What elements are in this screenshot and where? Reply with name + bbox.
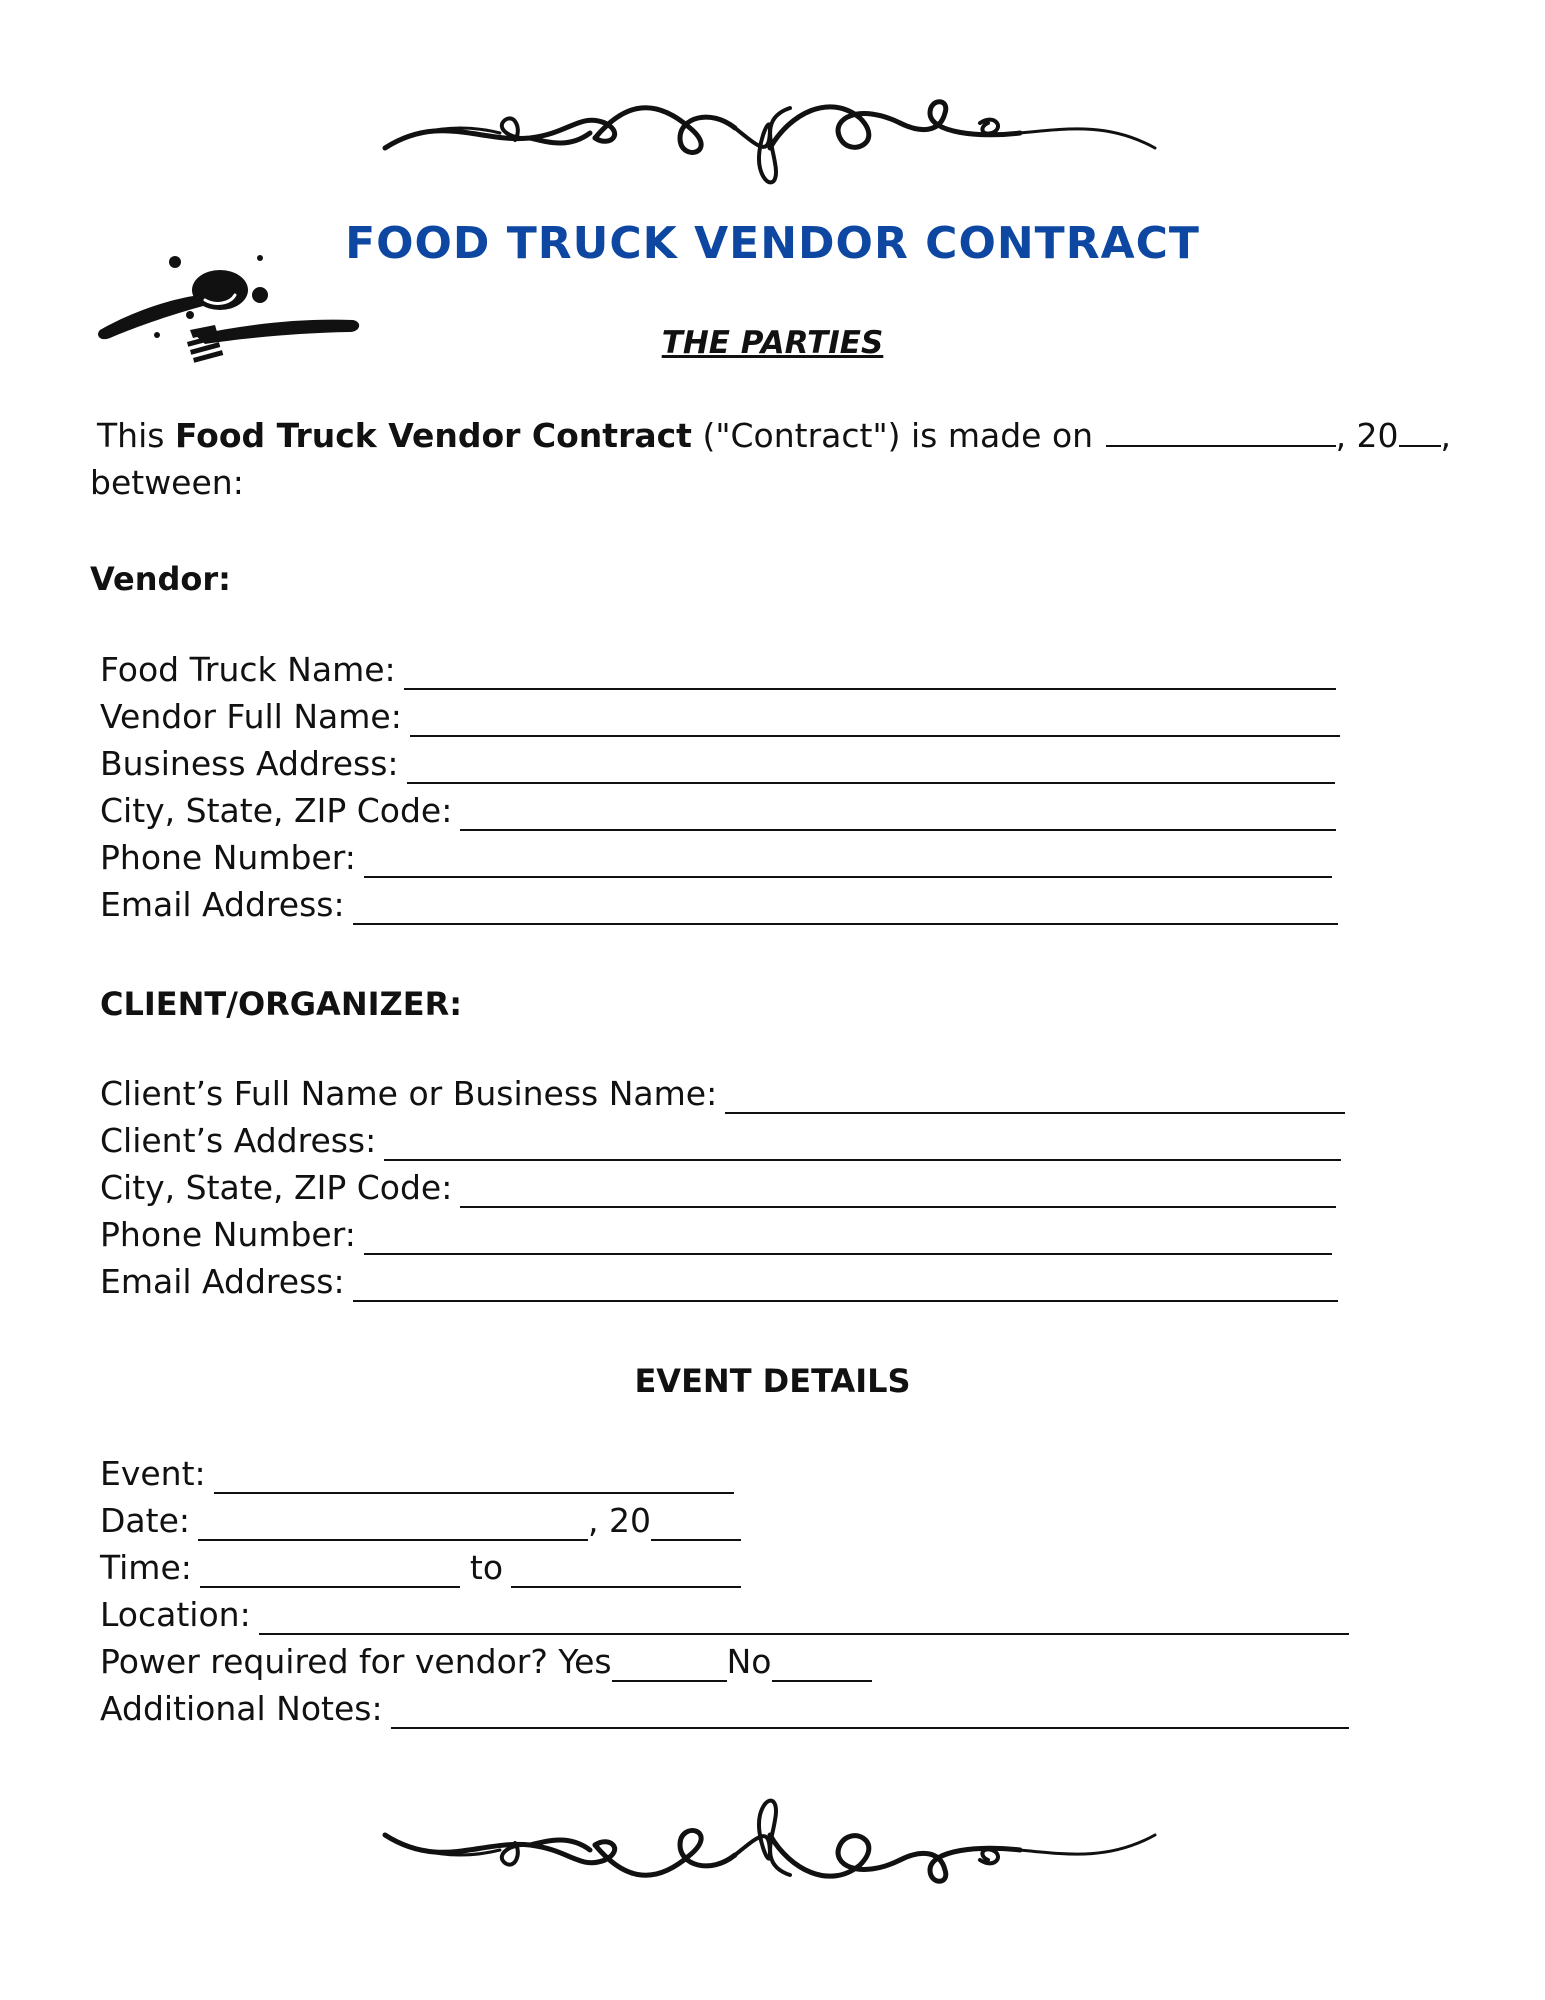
contract-year-blank[interactable] (1399, 413, 1441, 447)
event-name-blank[interactable] (214, 1460, 734, 1494)
contract-date-blank[interactable] (1106, 413, 1336, 447)
field-label: Additional Notes: (100, 1689, 383, 1728)
field-label: Phone Number: (100, 1215, 356, 1254)
field-label: Event: (100, 1454, 206, 1493)
event-name-field (100, 1454, 734, 1494)
client-city-state-zip-blank[interactable] (460, 1174, 1336, 1208)
intro-year-suffix: , (1440, 416, 1452, 455)
event-location-blank[interactable] (259, 1601, 1349, 1635)
event-year-blank[interactable] (651, 1507, 741, 1541)
client-phone-blank[interactable] (364, 1221, 1332, 1255)
intro-between: between: (90, 463, 244, 502)
vendor-city-state-zip-blank[interactable] (460, 797, 1336, 831)
vendor-phone-blank[interactable] (364, 844, 1332, 878)
field-label: Location: (100, 1595, 251, 1634)
event-date-blank[interactable] (198, 1507, 588, 1541)
power-yes-blank[interactable] (612, 1648, 727, 1682)
vendor-city-state-zip-field (100, 791, 1336, 831)
event-time-field (100, 1548, 741, 1588)
business-address-blank[interactable] (407, 750, 1335, 784)
field-label: Vendor Full Name: (100, 697, 402, 736)
vendor-full-name-field (100, 697, 1340, 737)
field-label: Email Address: (100, 1262, 345, 1301)
vendor-phone-field (100, 838, 1332, 878)
event-details-heading: EVENT DETAILS (634, 1362, 911, 1400)
field-label: Business Address: (100, 744, 399, 783)
vendor-heading: Vendor: (90, 560, 231, 598)
client-address-blank[interactable] (384, 1127, 1341, 1161)
intro-contract-name: Food Truck Vendor Contract (174, 416, 692, 455)
document-title: FOOD TRUCK VENDOR CONTRACT (345, 218, 1200, 269)
client-phone-field (100, 1215, 1332, 1255)
top-flourish-ornament (380, 88, 1160, 198)
event-location-field (100, 1595, 1349, 1635)
field-label: Client’s Full Name or Business Name: (100, 1074, 718, 1113)
client-name-field (100, 1074, 1345, 1114)
additional-notes-field (100, 1689, 1349, 1729)
field-label: Time: (100, 1548, 192, 1587)
client-email-blank[interactable] (353, 1268, 1338, 1302)
section-title-parties: THE PARTIES (661, 325, 884, 361)
power-no-label: No (726, 1642, 772, 1681)
power-no-blank[interactable] (772, 1648, 872, 1682)
additional-notes-blank[interactable] (391, 1695, 1349, 1729)
field-label: City, State, ZIP Code: (100, 1168, 453, 1207)
bottom-flourish-ornament (380, 1785, 1160, 1895)
field-label: Client’s Address: (100, 1121, 377, 1160)
client-email-field (100, 1262, 1338, 1302)
intro-year-prefix: , 20 (1335, 416, 1399, 455)
event-time-start-blank[interactable] (200, 1554, 460, 1588)
event-date-field (100, 1501, 741, 1541)
food-truck-name-blank[interactable] (404, 656, 1336, 690)
intro-line (97, 412, 1451, 459)
field-label: Power required for vendor? Yes (100, 1642, 612, 1681)
client-city-state-zip-field (100, 1168, 1336, 1208)
time-to-label: to (469, 1548, 504, 1587)
field-label: City, State, ZIP Code: (100, 791, 453, 830)
vendor-business-address-field (100, 744, 1335, 784)
client-name-blank[interactable] (725, 1080, 1345, 1114)
field-label: Email Address: (100, 885, 345, 924)
date-year-prefix: , 20 (588, 1501, 651, 1540)
client-address-field (100, 1121, 1341, 1161)
client-heading: CLIENT/ORGANIZER: (100, 985, 462, 1023)
field-label: Food Truck Name: (100, 650, 396, 689)
vendor-full-name-blank[interactable] (410, 703, 1340, 737)
vendor-email-blank[interactable] (353, 891, 1338, 925)
field-label: Date: (100, 1501, 190, 1540)
field-label: Phone Number: (100, 838, 356, 877)
intro-middle: ("Contract") is made on (691, 416, 1104, 455)
power-required-field (100, 1642, 872, 1682)
vendor-food-truck-name-field (100, 650, 1336, 690)
event-time-end-blank[interactable] (511, 1554, 741, 1588)
intro-prefix: This (97, 416, 175, 455)
vendor-email-field (100, 885, 1338, 925)
